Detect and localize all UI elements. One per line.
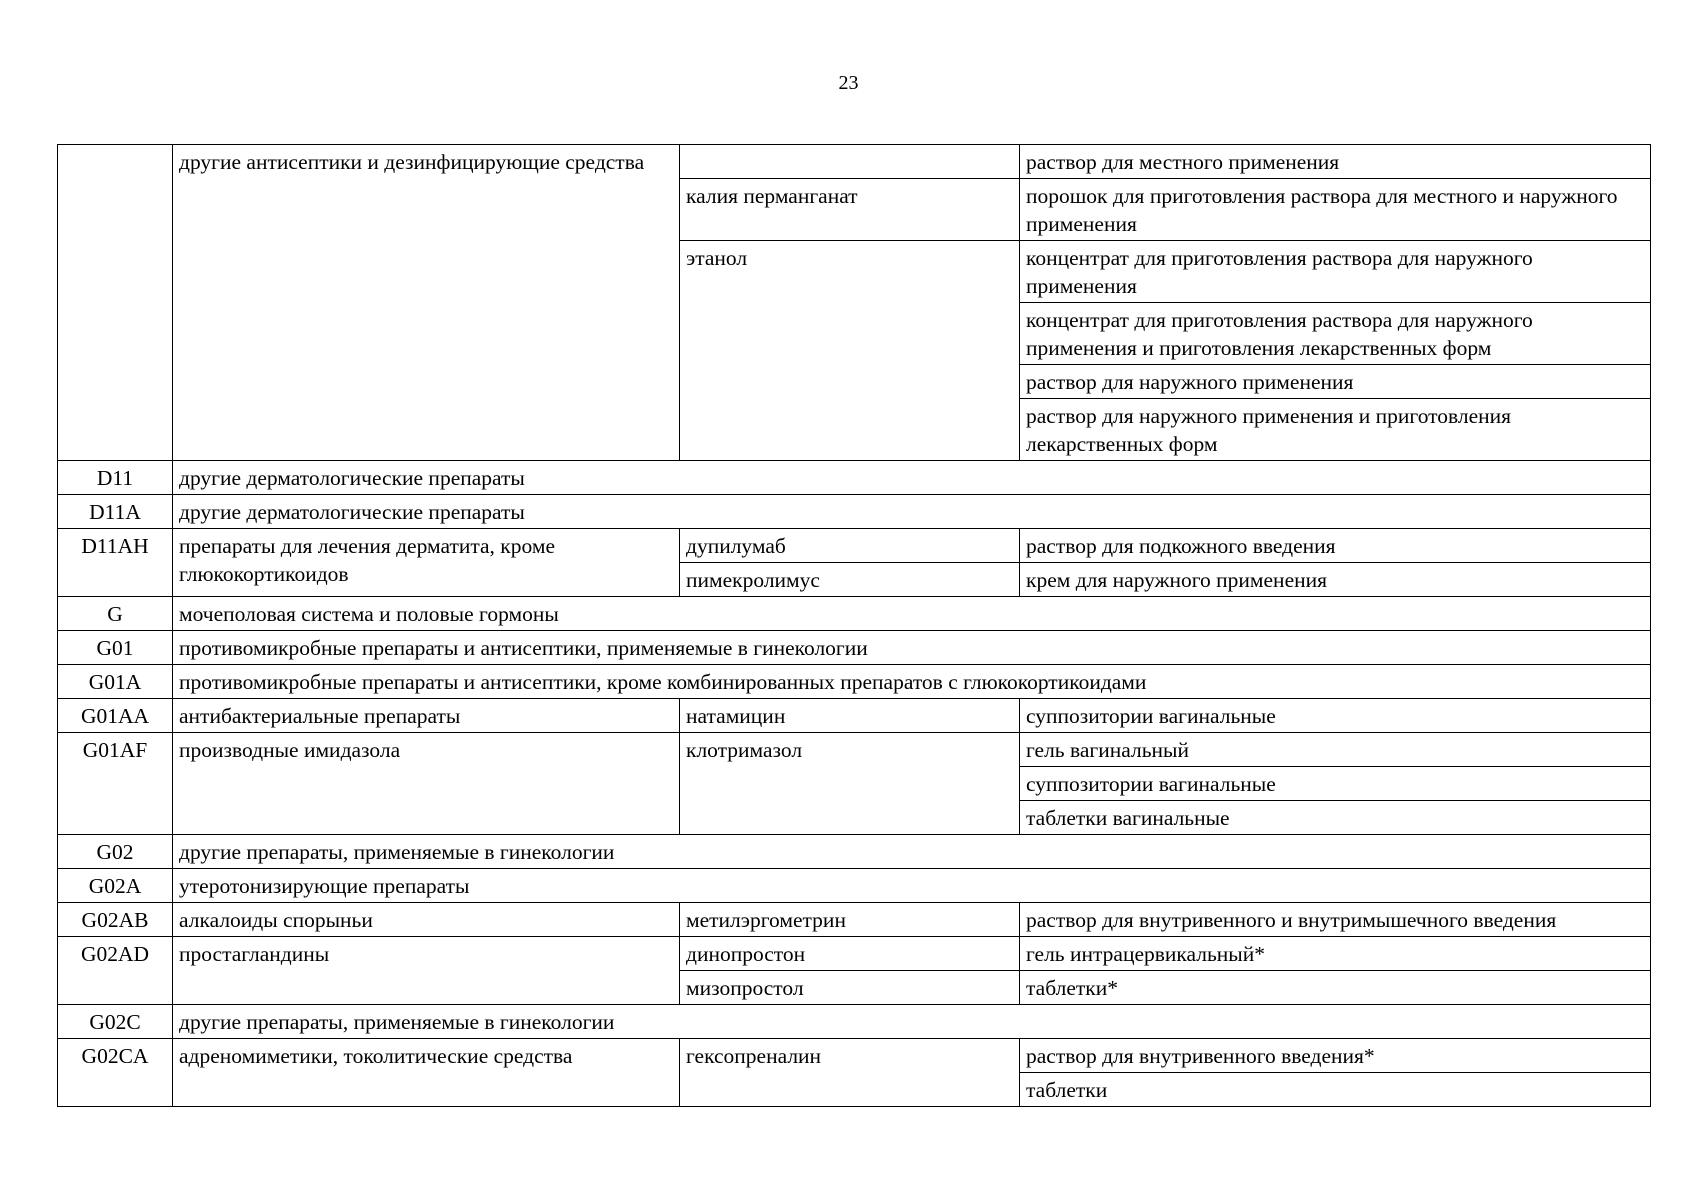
group-name-cell: другие препараты, применяемые в гинекологии [173,1005,1651,1039]
dosage-form-cell: таблетки вагинальные [1020,801,1651,835]
drug-name-cell: динопростон [680,937,1020,971]
group-name-cell: алкалоиды спорыньи [173,903,680,937]
atc-code-cell: G02C [58,1005,173,1039]
table-row [58,145,1651,179]
dosage-form-cell: раствор для подкожного введения [1020,529,1651,563]
group-name-cell: утеротонизирующие препараты [173,869,1651,903]
table-row [58,835,1651,869]
group-name-cell: другие дерматологические препараты [173,461,1651,495]
group-name-cell: другие антисептики и дезинфицирующие средства [173,145,680,461]
table-row [58,1039,1651,1073]
atc-code-cell: G [58,597,173,631]
page-number: 23 [838,72,859,94]
table-row [58,631,1651,665]
table-row [58,665,1651,699]
group-name-cell: другие препараты, применяемые в гинекологии [173,835,1651,869]
drug-name-cell: гексопреналин [680,1039,1020,1107]
drug-name-cell: калия перманганат [680,179,1020,241]
group-name-cell: мочеполовая система и половые гормоны [173,597,1651,631]
dosage-form-cell: раствор для местного применения [1020,145,1651,179]
atc-code-cell: G02 [58,835,173,869]
table-row [58,495,1651,529]
dosage-form-cell: таблетки* [1020,971,1651,1005]
atc-code-cell: G01A [58,665,173,699]
drug-table [57,144,1651,1107]
group-name-cell: простагландины [173,937,680,1005]
group-name-cell: производные имидазола [173,733,680,835]
group-name-cell: противомикробные препараты и антисептики, кроме комбинированных препаратов с глюкокортикоидами [173,665,1651,699]
atc-code-cell: G01AF [58,733,173,835]
dosage-form-cell: раствор для внутривенного введения* [1020,1039,1651,1073]
atc-code-cell: D11AH [58,529,173,597]
atc-code-cell: D11 [58,461,173,495]
dosage-form-cell: концентрат для приготовления раствора для наружного применения [1020,241,1651,303]
group-name-cell: антибактериальные препараты [173,699,680,733]
table-row [58,529,1651,563]
atc-code-cell: G02A [58,869,173,903]
dosage-form-cell: крем для наружного применения [1020,563,1651,597]
drug-name-cell: мизопростол [680,971,1020,1005]
dosage-form-cell: концентрат для приготовления раствора для наружного применения и приготовления лекарственных форм [1020,303,1651,365]
drug-name-cell: дупилумаб [680,529,1020,563]
table-row [58,733,1651,767]
atc-code-cell: G02CA [58,1039,173,1107]
dosage-form-cell: раствор для наружного применения [1020,365,1651,399]
atc-code-cell [58,145,173,461]
dosage-form-cell: порошок для приготовления раствора для местного и наружного применения [1020,179,1651,241]
drug-name-cell: клотримазол [680,733,1020,835]
table-row [58,699,1651,733]
atc-code-cell: G01 [58,631,173,665]
atc-code-cell: G02AD [58,937,173,1005]
atc-code-cell: G01AA [58,699,173,733]
drug-name-cell: пимекролимус [680,563,1020,597]
atc-code-cell: G02AB [58,903,173,937]
atc-code-cell: D11A [58,495,173,529]
dosage-form-cell: гель вагинальный [1020,733,1651,767]
table-row [58,1005,1651,1039]
table-row [58,597,1651,631]
group-name-cell: другие дерматологические препараты [173,495,1651,529]
table-row [58,903,1651,937]
table-row [58,937,1651,971]
group-name-cell: адреномиметики, токолитические средства [173,1039,680,1107]
dosage-form-cell: таблетки [1020,1073,1651,1107]
drug-name-cell: метилэргометрин [680,903,1020,937]
drug-name-cell: этанол [680,241,1020,461]
drug-name-cell: натамицин [680,699,1020,733]
dosage-form-cell: раствор для внутривенного и внутримышечного введения [1020,903,1651,937]
group-name-cell: препараты для лечения дерматита, кроме глюкокортикоидов [173,529,680,597]
dosage-form-cell: гель интрацервикальный* [1020,937,1651,971]
table-row [58,461,1651,495]
dosage-form-cell: раствор для наружного применения и приготовления лекарственных форм [1020,399,1651,461]
table-row [58,869,1651,903]
dosage-form-cell: суппозитории вагинальные [1020,699,1651,733]
group-name-cell: противомикробные препараты и антисептики, применяемые в гинекологии [173,631,1651,665]
dosage-form-cell: суппозитории вагинальные [1020,767,1651,801]
drug-name-cell [680,145,1020,179]
